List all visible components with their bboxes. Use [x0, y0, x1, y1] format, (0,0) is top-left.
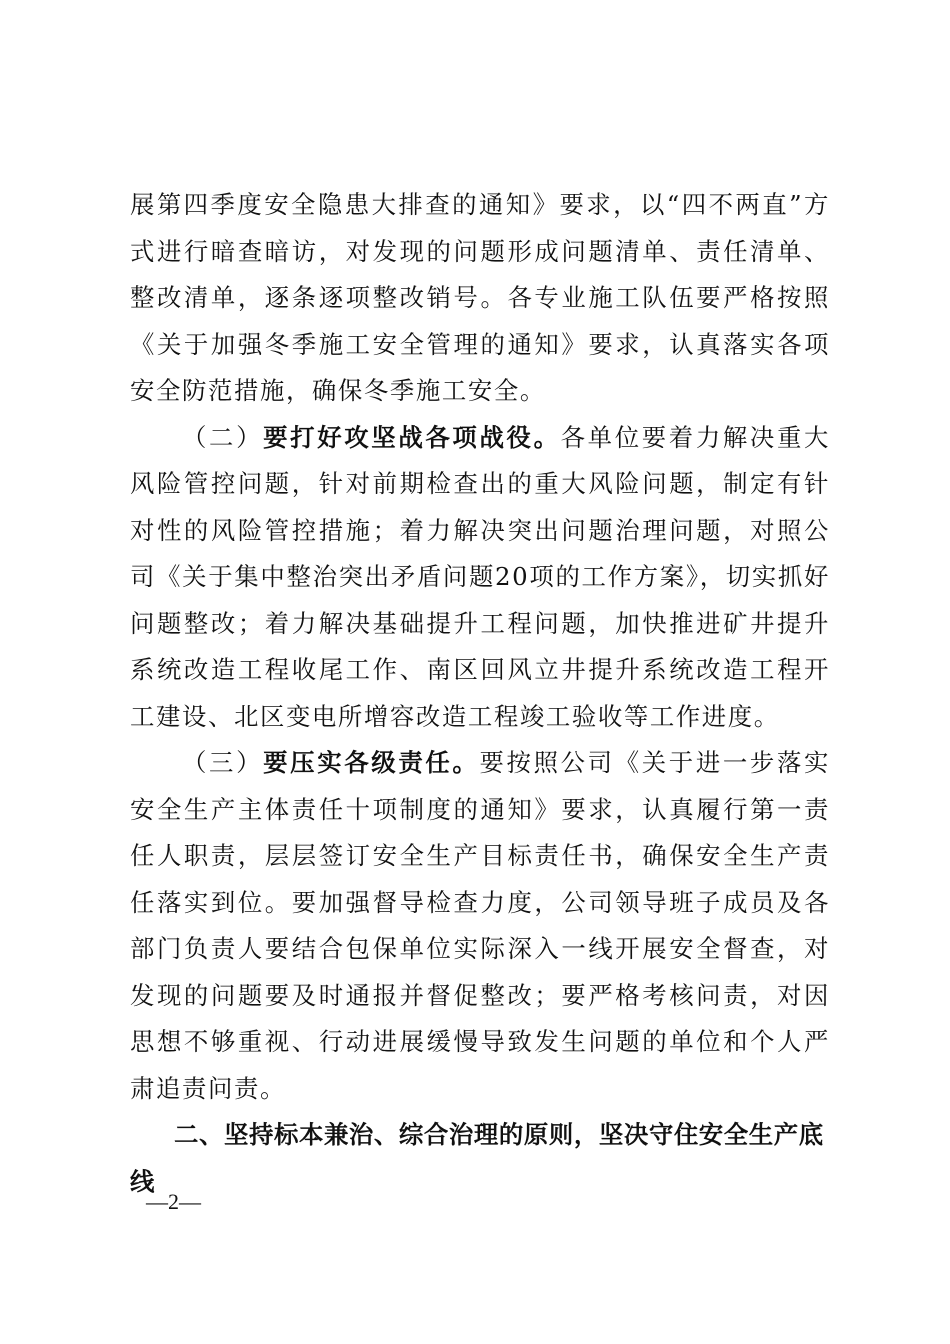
paragraph-text: 各单位要着力解决重大风险管控问题，针对前期检查出的重大风险问题，制定有针对性的风险管控措施；着力解决突出问题治理问题，对照公司《关于集中整治突出矛盾问题20项的工作方案》，切实抓好问题整改；着力解决基础提升工程问题，加快推进矿井提升系统改造工程收尾工作、南区回风立井提升系统改造工程开工建设、北区变电所增容改造工程竣工验收等工作进度。 [130, 422, 830, 731]
item-number: （二） [182, 422, 264, 452]
page-number: —2— [146, 1189, 201, 1214]
paragraph-item-two [130, 415, 830, 741]
item-lead-sentence: 要压实各级责任。 [263, 748, 480, 777]
item-lead-sentence: 要打好攻坚战各项战役。 [263, 422, 561, 452]
paragraph-continuation [130, 182, 830, 415]
section-heading: 二、坚持标本兼治、综合治理的原则，坚决守住安全生产底线 [130, 1120, 824, 1196]
paragraph-text: 要按照公司《关于进一步落实安全生产主体责任十项制度的通知》要求，认真履行第一责任人职责，层层签订安全生产目标责任书，确保安全生产责任落实到位。要加强督导检查力度，公司领导班子成员及各部门负责人要结合包保单位实际深入一线开展安全督查，对发现的问题要及时通报并督促整改；要严格考核问责，对因思想不够重视、行动进展缓慢导致发生问题的单位和个人严肃追责问责。 [130, 748, 830, 1103]
document-body [130, 182, 830, 1205]
paragraph-text: 展第四季度安全隐患大排查的通知》要求，以“四不两直”方式进行暗查暗访，对发现的问题形成问题清单、责任清单、整改清单，逐条逐项整改销号。各专业施工队伍要严格按照《关于加强冬季施工安全管理的通知》要求，认真落实各项安全防范措施，确保冬季施工安全。 [130, 190, 830, 405]
paragraph-item-three [130, 740, 830, 1112]
item-number: （三） [182, 748, 264, 777]
